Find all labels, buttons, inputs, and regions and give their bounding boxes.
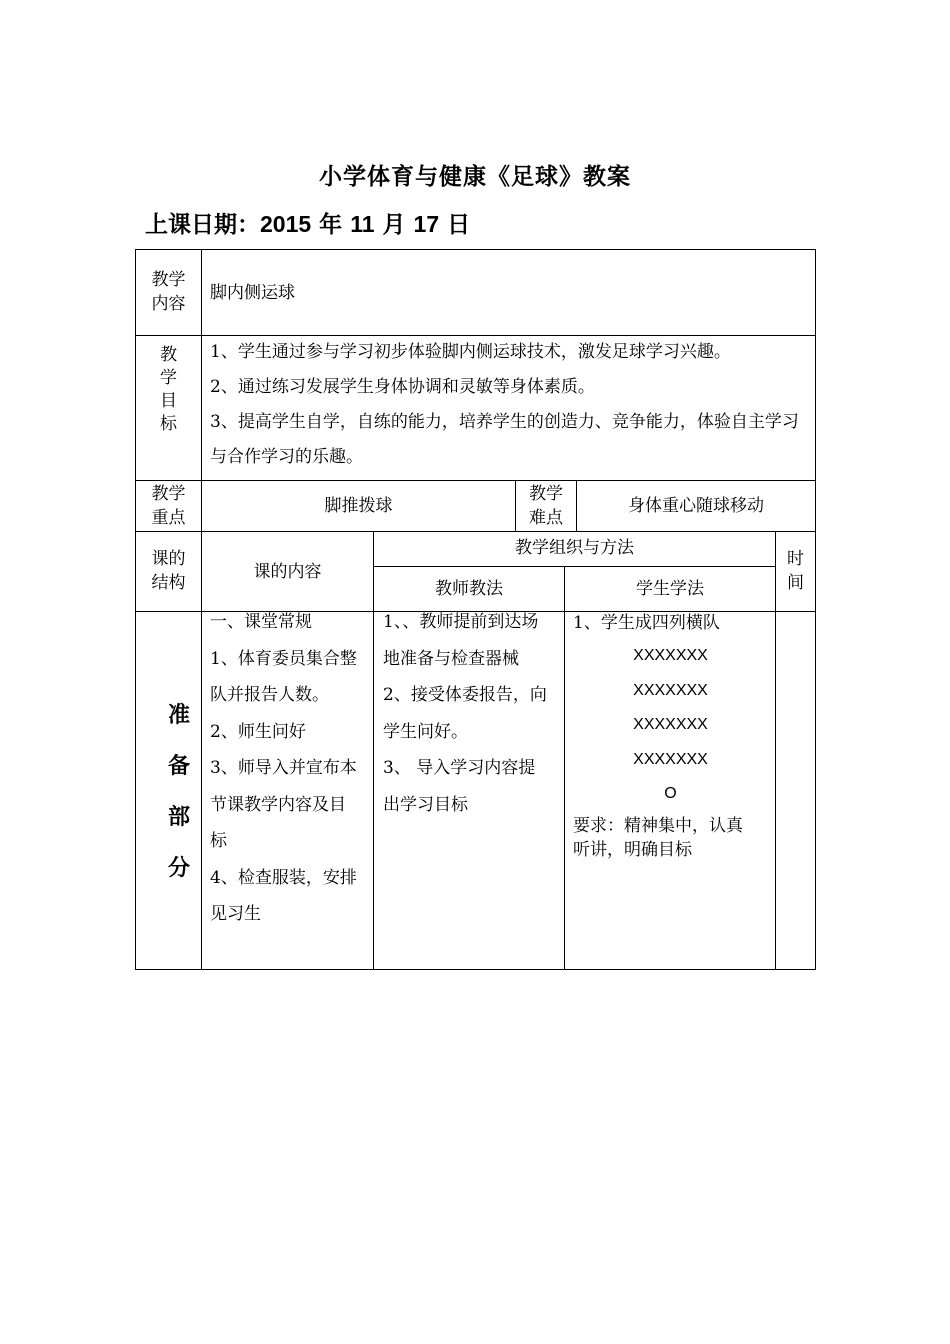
list-item: 见习生 <box>210 904 261 924</box>
table-border-bottom <box>135 969 816 970</box>
list-item: 地准备与检查器械 <box>383 648 519 669</box>
key-point-label <box>136 482 201 530</box>
list-item: 2、接受体委报告，向 <box>383 685 547 705</box>
list-item: 学生问好。 <box>383 721 468 742</box>
table-rule <box>564 566 565 970</box>
teaching-goals-list <box>210 335 810 475</box>
list-item: 3、师导入并宣布本 <box>210 758 357 778</box>
date-prefix: 上课日期： <box>145 211 260 238</box>
difficulty-label <box>516 482 576 530</box>
teaching-goals-label <box>136 344 201 436</box>
requirement-line: 要求：精神集中，认真 <box>573 815 743 836</box>
label-line: 难点 <box>529 508 563 528</box>
list-item: 4、检查服装，安排 <box>210 867 357 888</box>
structure-header <box>136 547 201 595</box>
goal-item: 2、通过练习发展学生身体协调和灵敏等身体素质。 <box>210 377 595 397</box>
date-day: 17 <box>413 211 440 237</box>
label-line: 课的 <box>151 549 186 569</box>
label-char: 备 <box>167 753 190 779</box>
formation-diagram <box>573 639 768 812</box>
table-rule <box>373 566 776 567</box>
date-month: 11 <box>350 211 375 237</box>
label-line: 教学 <box>151 484 186 504</box>
table-rule <box>135 531 816 532</box>
date-year: 2015 <box>260 211 312 237</box>
requirement-line: 听讲，明确目标 <box>573 839 692 860</box>
goal-item: 1、学生通过参与学习初步体验脚内侧运球技术，激发足球学习兴趣。 <box>210 342 731 362</box>
label-char: 分 <box>167 855 190 881</box>
formation-row: XXXXXXX <box>633 647 708 664</box>
student-intro: 1、学生成四列横队 <box>573 613 720 633</box>
requirement-text <box>573 814 773 862</box>
label-line: 教学 <box>529 484 563 504</box>
date-year-unit: 年 <box>311 211 351 238</box>
prep-teacher-method <box>383 604 563 823</box>
label-char: 目 <box>160 391 177 411</box>
content-header: 课的内容 <box>253 562 322 582</box>
date-day-unit: 日 <box>439 211 471 238</box>
label-char: 学 <box>160 368 177 388</box>
list-item: 节课教学内容及目 <box>210 794 346 815</box>
label-char: 标 <box>160 414 177 434</box>
table-border-top <box>135 249 816 250</box>
label-char: 教 <box>160 345 177 365</box>
teacher-position: O <box>664 785 677 802</box>
teaching-content-value: 脚内侧运球 <box>210 283 295 303</box>
label-line: 间 <box>787 573 804 593</box>
formation-row: XXXXXXX <box>633 681 708 699</box>
list-item: 出学习目标 <box>383 794 468 815</box>
teacher-method-header: 教师教法 <box>435 579 503 599</box>
formation-row: XXXXXXX <box>633 716 708 733</box>
label-line: 时 <box>787 549 804 569</box>
student-method-header: 学生学法 <box>636 579 704 599</box>
label-line: 重点 <box>151 508 186 528</box>
prep-content <box>210 604 375 933</box>
table-border-right <box>815 249 816 970</box>
label-line: 教学 <box>151 270 186 290</box>
list-item: 队并报告人数。 <box>210 685 329 705</box>
label-char: 准 <box>167 702 190 728</box>
list-item: 3、 导入学习内容提 <box>383 758 536 778</box>
label-line: 内容 <box>151 294 186 314</box>
time-header <box>776 547 815 595</box>
list-item: 标 <box>210 831 227 851</box>
difficulty-value: 身体重心随球移动 <box>628 496 764 516</box>
goal-item: 3、提高学生自学，自练的能力，培养学生的创造力、竞争能力，体验自主学习与合作学习的乐趣。 <box>210 412 799 467</box>
list-item: 1、体育委员集合整 <box>210 648 357 669</box>
label-char: 部 <box>167 804 190 830</box>
teaching-content-label <box>136 268 201 316</box>
list-item: 一、课堂常规 <box>210 612 312 632</box>
formation-row: XXXXXXX <box>633 750 708 768</box>
org-method-header: 教学组织与方法 <box>515 538 634 558</box>
table-rule <box>135 480 816 481</box>
key-point-value: 脚推拨球 <box>324 496 393 516</box>
class-date <box>145 206 470 239</box>
list-item: 1、、教师提前到达场 <box>383 612 539 632</box>
list-item: 2、师生问好 <box>210 721 306 742</box>
table-rule <box>775 531 776 970</box>
label-line: 结构 <box>151 573 186 593</box>
date-month-unit: 月 <box>374 211 414 238</box>
prep-student-method <box>573 611 773 862</box>
page-title: 小学体育与健康《足球》教案 <box>319 163 631 190</box>
